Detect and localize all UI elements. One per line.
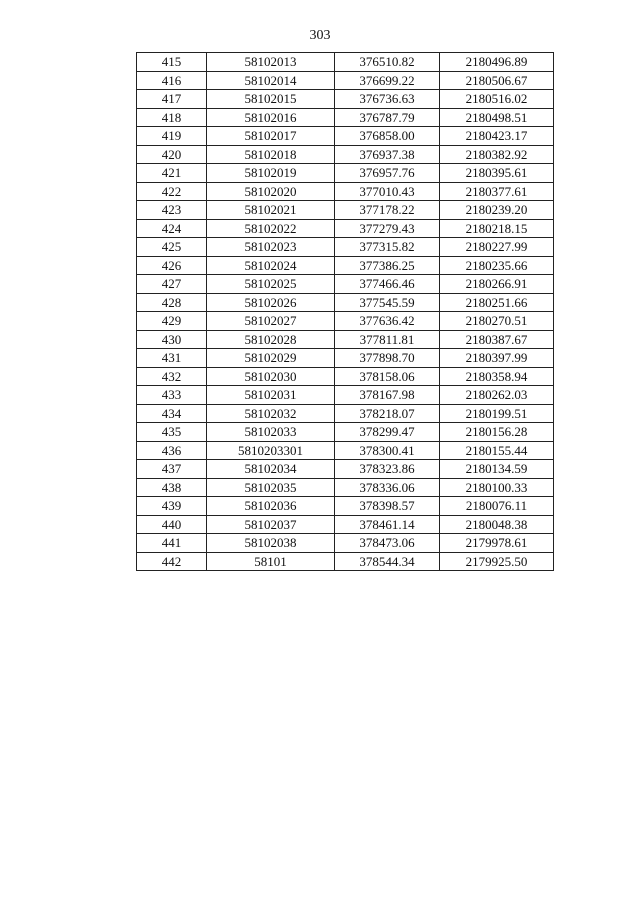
row-number-cell: 429 bbox=[137, 312, 207, 331]
row-number-cell: 424 bbox=[137, 219, 207, 238]
table-row bbox=[137, 312, 554, 331]
row-number-cell: 427 bbox=[137, 275, 207, 294]
row-number-cell: 432 bbox=[137, 367, 207, 386]
row-number-cell: 415 bbox=[137, 53, 207, 72]
row-number-cell: 416 bbox=[137, 71, 207, 90]
y-coordinate-cell: 2180239.20 bbox=[440, 201, 554, 220]
y-coordinate-cell: 2180199.51 bbox=[440, 404, 554, 423]
point-id-cell: 58102030 bbox=[207, 367, 335, 386]
y-coordinate-cell: 2180358.94 bbox=[440, 367, 554, 386]
point-id-cell: 58102018 bbox=[207, 145, 335, 164]
x-coordinate-cell: 377279.43 bbox=[335, 219, 440, 238]
x-coordinate-cell: 378299.47 bbox=[335, 423, 440, 442]
table-row bbox=[137, 201, 554, 220]
x-coordinate-cell: 376957.76 bbox=[335, 164, 440, 183]
point-id-cell: 58102019 bbox=[207, 164, 335, 183]
x-coordinate-cell: 377898.70 bbox=[335, 349, 440, 368]
table-row bbox=[137, 182, 554, 201]
x-coordinate-cell: 378473.06 bbox=[335, 534, 440, 553]
point-id-cell: 58102028 bbox=[207, 330, 335, 349]
row-number-cell: 417 bbox=[137, 90, 207, 109]
y-coordinate-cell: 2180270.51 bbox=[440, 312, 554, 331]
point-id-cell: 58102032 bbox=[207, 404, 335, 423]
table-row bbox=[137, 534, 554, 553]
y-coordinate-cell: 2180155.44 bbox=[440, 441, 554, 460]
table-row bbox=[137, 460, 554, 479]
point-id-cell: 58102038 bbox=[207, 534, 335, 553]
point-id-cell: 58102037 bbox=[207, 515, 335, 534]
table-row bbox=[137, 515, 554, 534]
table-row bbox=[137, 423, 554, 442]
point-id-cell: 5810203301 bbox=[207, 441, 335, 460]
row-number-cell: 431 bbox=[137, 349, 207, 368]
table-body bbox=[137, 53, 554, 571]
row-number-cell: 440 bbox=[137, 515, 207, 534]
table-row bbox=[137, 238, 554, 257]
table-row bbox=[137, 478, 554, 497]
row-number-cell: 438 bbox=[137, 478, 207, 497]
y-coordinate-cell: 2180395.61 bbox=[440, 164, 554, 183]
x-coordinate-cell: 378218.07 bbox=[335, 404, 440, 423]
point-id-cell: 58102035 bbox=[207, 478, 335, 497]
y-coordinate-cell: 2180377.61 bbox=[440, 182, 554, 201]
row-number-cell: 441 bbox=[137, 534, 207, 553]
table-row bbox=[137, 108, 554, 127]
point-id-cell: 58102029 bbox=[207, 349, 335, 368]
table-row bbox=[137, 145, 554, 164]
table-row bbox=[137, 219, 554, 238]
x-coordinate-cell: 378167.98 bbox=[335, 386, 440, 405]
y-coordinate-cell: 2180266.91 bbox=[440, 275, 554, 294]
row-number-cell: 420 bbox=[137, 145, 207, 164]
x-coordinate-cell: 377545.59 bbox=[335, 293, 440, 312]
row-number-cell: 422 bbox=[137, 182, 207, 201]
x-coordinate-cell: 378336.06 bbox=[335, 478, 440, 497]
row-number-cell: 436 bbox=[137, 441, 207, 460]
x-coordinate-cell: 377315.82 bbox=[335, 238, 440, 257]
table-row bbox=[137, 349, 554, 368]
table-row bbox=[137, 330, 554, 349]
x-coordinate-cell: 378398.57 bbox=[335, 497, 440, 516]
y-coordinate-cell: 2180218.15 bbox=[440, 219, 554, 238]
y-coordinate-cell: 2179978.61 bbox=[440, 534, 554, 553]
table-row bbox=[137, 497, 554, 516]
x-coordinate-cell: 378461.14 bbox=[335, 515, 440, 534]
point-id-cell: 58102022 bbox=[207, 219, 335, 238]
point-id-cell: 58102017 bbox=[207, 127, 335, 146]
y-coordinate-cell: 2180156.28 bbox=[440, 423, 554, 442]
x-coordinate-cell: 376858.00 bbox=[335, 127, 440, 146]
point-id-cell: 58102036 bbox=[207, 497, 335, 516]
x-coordinate-cell: 378158.06 bbox=[335, 367, 440, 386]
x-coordinate-cell: 376510.82 bbox=[335, 53, 440, 72]
row-number-cell: 419 bbox=[137, 127, 207, 146]
x-coordinate-cell: 376787.79 bbox=[335, 108, 440, 127]
point-id-cell: 58102033 bbox=[207, 423, 335, 442]
x-coordinate-cell: 377636.42 bbox=[335, 312, 440, 331]
point-id-cell: 58102027 bbox=[207, 312, 335, 331]
table-row bbox=[137, 53, 554, 72]
row-number-cell: 426 bbox=[137, 256, 207, 275]
y-coordinate-cell: 2180498.51 bbox=[440, 108, 554, 127]
table-row bbox=[137, 441, 554, 460]
x-coordinate-cell: 377466.46 bbox=[335, 275, 440, 294]
x-coordinate-cell: 377010.43 bbox=[335, 182, 440, 201]
y-coordinate-cell: 2180227.99 bbox=[440, 238, 554, 257]
y-coordinate-cell: 2180251.66 bbox=[440, 293, 554, 312]
y-coordinate-cell: 2180048.38 bbox=[440, 515, 554, 534]
y-coordinate-cell: 2180262.03 bbox=[440, 386, 554, 405]
x-coordinate-cell: 376736.63 bbox=[335, 90, 440, 109]
y-coordinate-cell: 2180506.67 bbox=[440, 71, 554, 90]
y-coordinate-cell: 2180387.67 bbox=[440, 330, 554, 349]
row-number-cell: 430 bbox=[137, 330, 207, 349]
point-id-cell: 58102020 bbox=[207, 182, 335, 201]
x-coordinate-cell: 376699.22 bbox=[335, 71, 440, 90]
x-coordinate-cell: 376937.38 bbox=[335, 145, 440, 164]
point-id-cell: 58102031 bbox=[207, 386, 335, 405]
row-number-cell: 423 bbox=[137, 201, 207, 220]
x-coordinate-cell: 378300.41 bbox=[335, 441, 440, 460]
table-row bbox=[137, 164, 554, 183]
y-coordinate-cell: 2180516.02 bbox=[440, 90, 554, 109]
row-number-cell: 442 bbox=[137, 552, 207, 571]
y-coordinate-cell: 2180423.17 bbox=[440, 127, 554, 146]
y-coordinate-cell: 2180496.89 bbox=[440, 53, 554, 72]
row-number-cell: 439 bbox=[137, 497, 207, 516]
table-row bbox=[137, 275, 554, 294]
y-coordinate-cell: 2180100.33 bbox=[440, 478, 554, 497]
table-row bbox=[137, 552, 554, 571]
table-row bbox=[137, 71, 554, 90]
y-coordinate-cell: 2180235.66 bbox=[440, 256, 554, 275]
x-coordinate-cell: 378323.86 bbox=[335, 460, 440, 479]
x-coordinate-cell: 377178.22 bbox=[335, 201, 440, 220]
row-number-cell: 428 bbox=[137, 293, 207, 312]
point-id-cell: 58102025 bbox=[207, 275, 335, 294]
table-row bbox=[137, 127, 554, 146]
row-number-cell: 437 bbox=[137, 460, 207, 479]
y-coordinate-cell: 2180134.59 bbox=[440, 460, 554, 479]
table-row bbox=[137, 90, 554, 109]
y-coordinate-cell: 2180076.11 bbox=[440, 497, 554, 516]
y-coordinate-cell: 2180382.92 bbox=[440, 145, 554, 164]
page-number: 303 bbox=[309, 28, 331, 43]
y-coordinate-cell: 2179925.50 bbox=[440, 552, 554, 571]
table-row bbox=[137, 256, 554, 275]
row-number-cell: 421 bbox=[137, 164, 207, 183]
point-id-cell: 58102034 bbox=[207, 460, 335, 479]
x-coordinate-cell: 378544.34 bbox=[335, 552, 440, 571]
row-number-cell: 433 bbox=[137, 386, 207, 405]
table-row bbox=[137, 293, 554, 312]
point-id-cell: 58102026 bbox=[207, 293, 335, 312]
point-id-cell: 58102015 bbox=[207, 90, 335, 109]
point-id-cell: 58101 bbox=[207, 552, 335, 571]
row-number-cell: 425 bbox=[137, 238, 207, 257]
x-coordinate-cell: 377386.25 bbox=[335, 256, 440, 275]
table-row bbox=[137, 367, 554, 386]
point-id-cell: 58102023 bbox=[207, 238, 335, 257]
x-coordinate-cell: 377811.81 bbox=[335, 330, 440, 349]
y-coordinate-cell: 2180397.99 bbox=[440, 349, 554, 368]
row-number-cell: 434 bbox=[137, 404, 207, 423]
point-id-cell: 58102024 bbox=[207, 256, 335, 275]
point-id-cell: 58102016 bbox=[207, 108, 335, 127]
point-id-cell: 58102013 bbox=[207, 53, 335, 72]
coordinates-table bbox=[136, 52, 554, 571]
point-id-cell: 58102014 bbox=[207, 71, 335, 90]
table-row bbox=[137, 404, 554, 423]
table-row bbox=[137, 386, 554, 405]
row-number-cell: 435 bbox=[137, 423, 207, 442]
row-number-cell: 418 bbox=[137, 108, 207, 127]
point-id-cell: 58102021 bbox=[207, 201, 335, 220]
